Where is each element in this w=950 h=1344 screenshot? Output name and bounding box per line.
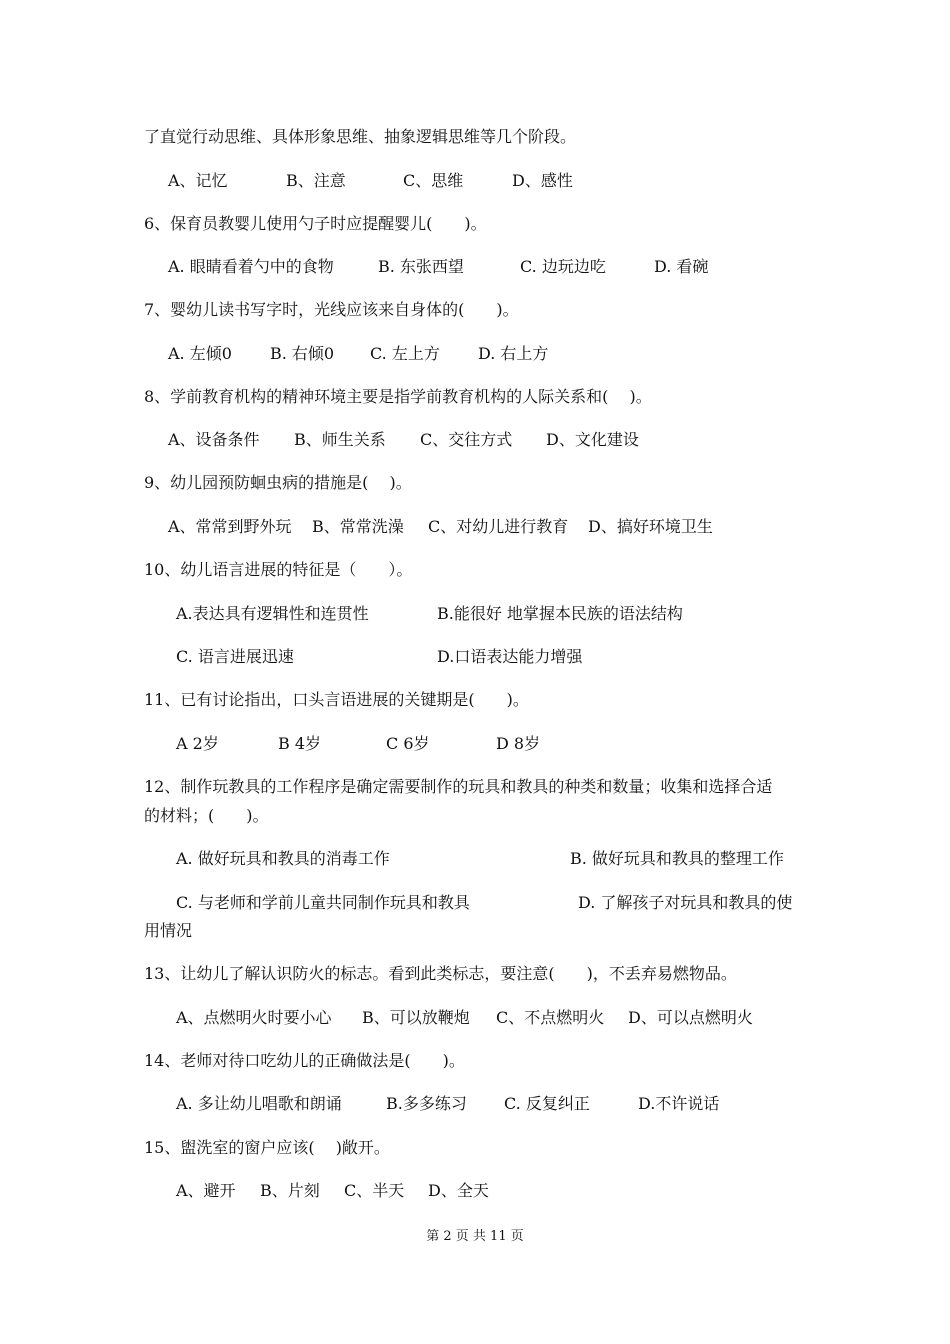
option-b: B 4岁	[278, 734, 322, 753]
option-c: C. 语言进展迅速	[176, 647, 294, 666]
question-6-text: 6、保育员教婴儿使用勺子时应提醒婴儿( )。	[144, 214, 487, 233]
option-c: C. 反复纠正	[504, 1094, 590, 1113]
option-b: B、注意	[286, 171, 346, 190]
option-a: A、避开	[176, 1181, 236, 1200]
option-c: C. 边玩边吃	[520, 257, 606, 276]
option-a: A. 做好玩具和教具的消毒工作	[176, 849, 390, 868]
option-c: C、思维	[403, 171, 464, 190]
question-15-text: 15、盥洗室的窗户应该( )敞开。	[144, 1138, 390, 1157]
option-d: D 8岁	[496, 734, 541, 753]
option-c: C、半天	[344, 1181, 405, 1200]
option-b: B. 做好玩具和教具的整理工作	[570, 849, 784, 868]
question-11-text: 11、已有讨论指出，口头言语进展的关键期是( )。	[144, 690, 529, 709]
option-a: A、设备条件	[168, 430, 260, 449]
option-d: D. 右上方	[478, 344, 549, 363]
option-d: D、文化建设	[546, 430, 639, 449]
option-c: C、对幼儿进行教育	[428, 517, 569, 536]
option-c: C. 与老师和学前儿童共同制作玩具和教具	[176, 893, 470, 912]
option-d: D、全天	[428, 1181, 489, 1200]
option-a: A.表达具有逻辑性和连贯性	[176, 604, 369, 623]
option-a: A、记忆	[168, 171, 228, 190]
option-c: C、交往方式	[420, 430, 513, 449]
option-b: B、片刻	[260, 1181, 320, 1200]
option-d: D. 看碗	[654, 257, 709, 276]
option-b: B. 右倾0	[270, 344, 335, 363]
option-a: A、常常到野外玩	[168, 517, 292, 536]
option-c: C 6岁	[386, 734, 430, 753]
question-12-text-line-2: 的材料；( )。	[144, 806, 269, 825]
option-b: B. 东张西望	[378, 257, 464, 276]
option-b: B、师生关系	[294, 430, 386, 449]
question-10-text: 10、幼儿语言进展的特征是（ ）。	[144, 560, 413, 579]
option-a: A 2岁	[176, 734, 219, 753]
option-d-continuation: 用情况	[144, 921, 193, 940]
option-a: A. 左倾0	[168, 344, 232, 363]
option-d: D、可以点燃明火	[628, 1008, 753, 1027]
option-b: B、常常洗澡	[312, 517, 404, 536]
question-13-text: 13、让幼儿了解认识防火的标志。看到此类标志，要注意( )，不丢弃易燃物品。	[144, 964, 737, 983]
page-footer: 第 2 页 共 11 页	[426, 1229, 524, 1244]
question-7-text: 7、婴幼儿读书写字时，光线应该来自身体的( )。	[144, 300, 519, 319]
question-continuation-text: 了直觉行动思维、具体形象思维、抽象逻辑思维等几个阶段。	[144, 127, 577, 146]
option-a: A. 眼睛看着勺中的食物	[168, 257, 334, 276]
question-8-text: 8、学前教育机构的精神环境主要是指学前教育机构的人际关系和( )。	[144, 387, 652, 406]
option-b: B.能很好 地掌握本民族的语法结构	[437, 604, 683, 623]
option-b: B、可以放鞭炮	[362, 1008, 470, 1027]
option-c: C、不点燃明火	[496, 1008, 605, 1027]
question-12-text-line-1: 12、制作玩教具的工作程序是确定需要制作的玩具和教具的种类和数量；收集和选择合适	[144, 777, 773, 796]
option-c: C. 左上方	[370, 344, 440, 363]
question-14-text: 14、老师对待口吃幼儿的正确做法是( )。	[144, 1051, 465, 1070]
option-d: D.口语表达能力增强	[437, 647, 583, 666]
option-d: D、搞好环境卫生	[588, 517, 713, 536]
option-d: D. 了解孩子对玩具和教具的使	[578, 893, 793, 912]
option-a: A、点燃明火时要小心	[176, 1008, 332, 1027]
option-a: A. 多让幼儿唱歌和朗诵	[176, 1094, 342, 1113]
option-d: D、感性	[512, 171, 573, 190]
option-d: D.不许说话	[638, 1094, 720, 1113]
option-b: B.多多练习	[386, 1094, 467, 1113]
question-9-text: 9、幼儿园预防蛔虫病的措施是( )。	[144, 473, 412, 492]
